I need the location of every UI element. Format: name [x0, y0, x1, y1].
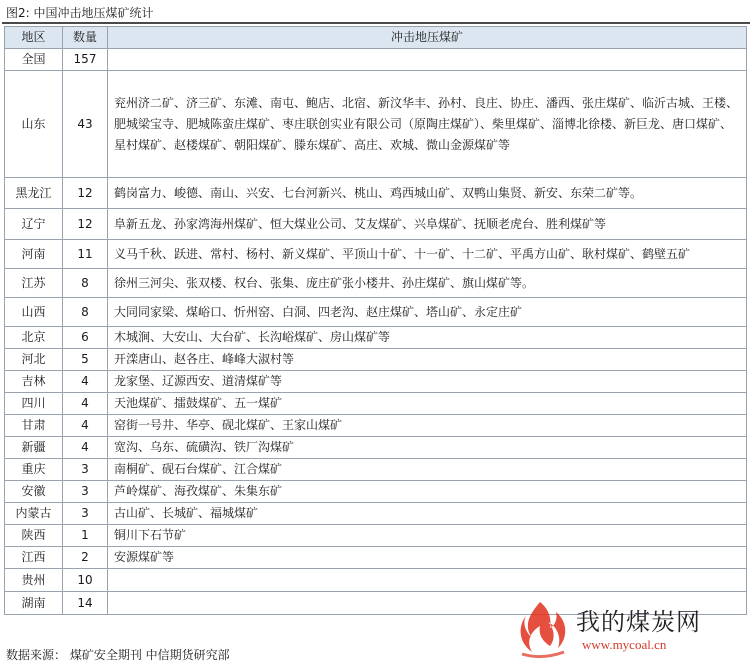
- count-cell: 12: [63, 178, 108, 209]
- mines-cell: 大同同家梁、煤峪口、忻州窑、白洞、四老沟、赵庄煤矿、塔山矿、永定庄矿: [108, 298, 747, 327]
- region-cell: 贵州: [5, 569, 63, 592]
- mines-cell: 窑街一号井、华亭、砚北煤矿、王家山煤矿: [108, 415, 747, 437]
- mines-cell: 天池煤矿、擂鼓煤矿、五一煤矿: [108, 393, 747, 415]
- table-row: [5, 240, 747, 269]
- table-row: [5, 327, 747, 349]
- mines-cell: [108, 569, 747, 592]
- region-cell: 甘肃: [5, 415, 63, 437]
- table-row: [5, 209, 747, 240]
- count-cell: 4: [63, 437, 108, 459]
- count-cell: 3: [63, 459, 108, 481]
- region-cell: 山东: [5, 71, 63, 178]
- region-cell: 陕西: [5, 525, 63, 547]
- count-cell: 3: [63, 503, 108, 525]
- header-region: 地区: [5, 27, 63, 49]
- header-count: 数量: [63, 27, 108, 49]
- flame-logo-icon: [510, 598, 574, 660]
- count-cell: 157: [63, 49, 108, 71]
- title-divider: [2, 22, 750, 24]
- mines-cell: 铜川下石节矿: [108, 525, 747, 547]
- region-cell: 河南: [5, 240, 63, 269]
- figure-title: 图2: 中国冲击地压煤矿统计: [6, 6, 154, 20]
- table-row: [5, 525, 747, 547]
- table-row: [5, 269, 747, 298]
- table-row: [5, 298, 747, 327]
- count-cell: 14: [63, 592, 108, 615]
- mines-cell: 芦岭煤矿、海孜煤矿、朱集东矿: [108, 481, 747, 503]
- region-cell: 江苏: [5, 269, 63, 298]
- region-cell: 江西: [5, 547, 63, 569]
- watermark: [510, 596, 750, 662]
- count-cell: 3: [63, 481, 108, 503]
- table-row: [5, 178, 747, 209]
- table-row: [5, 349, 747, 371]
- region-cell: 山西: [5, 298, 63, 327]
- region-cell: 重庆: [5, 459, 63, 481]
- table-row: [5, 71, 747, 178]
- mines-cell: 安源煤矿等: [108, 547, 747, 569]
- header-mines: 冲击地压煤矿: [108, 27, 747, 49]
- region-cell: 内蒙古: [5, 503, 63, 525]
- count-cell: 6: [63, 327, 108, 349]
- table-row: [5, 371, 747, 393]
- table-row: [5, 393, 747, 415]
- count-cell: 12: [63, 209, 108, 240]
- table-row: [5, 437, 747, 459]
- region-cell: 安徽: [5, 481, 63, 503]
- table-row: [5, 503, 747, 525]
- mines-cell: 宽沟、乌东、硫磺沟、铁厂沟煤矿: [108, 437, 747, 459]
- table-row: [5, 547, 747, 569]
- count-cell: 1: [63, 525, 108, 547]
- mines-cell: 南桐矿、砚石台煤矿、江合煤矿: [108, 459, 747, 481]
- table-row: [5, 415, 747, 437]
- count-cell: 2: [63, 547, 108, 569]
- count-cell: 8: [63, 269, 108, 298]
- region-cell: 吉林: [5, 371, 63, 393]
- count-cell: 10: [63, 569, 108, 592]
- count-cell: 43: [63, 71, 108, 178]
- source-note: 数据来源： 煤矿安全期刊 中信期货研究部: [6, 648, 230, 662]
- mines-cell: 龙家堡、辽源西安、道清煤矿等: [108, 371, 747, 393]
- count-cell: 4: [63, 371, 108, 393]
- table-row: [5, 569, 747, 592]
- region-cell: 黑龙江: [5, 178, 63, 209]
- region-cell: 四川: [5, 393, 63, 415]
- count-cell: 11: [63, 240, 108, 269]
- region-cell: 北京: [5, 327, 63, 349]
- region-cell: 河北: [5, 349, 63, 371]
- region-cell: 全国: [5, 49, 63, 71]
- mines-cell: 徐州三河尖、张双楼、权台、张集、庞庄矿张小楼井、孙庄煤矿、旗山煤矿等。: [108, 269, 747, 298]
- mines-cell: 鹤岗富力、峻德、南山、兴安、七台河新兴、桃山、鸡西城山矿、双鸭山集贤、新安、东荣二矿等。: [108, 178, 747, 209]
- mines-cell: 阜新五龙、孙家湾海州煤矿、恒大煤业公司、艾友煤矿、兴阜煤矿、抚顺老虎台、胜利煤矿等: [108, 209, 747, 240]
- mines-cell: [108, 49, 747, 71]
- table-row: [5, 49, 747, 71]
- mines-cell: 开滦唐山、赵各庄、峰峰大淑村等: [108, 349, 747, 371]
- mines-cell: 古山矿、长城矿、福城煤矿: [108, 503, 747, 525]
- region-cell: 新疆: [5, 437, 63, 459]
- table-row: [5, 459, 747, 481]
- mines-cell: 义马千秋、跃进、常村、杨村、新义煤矿、平顶山十矿、十一矿、十二矿、平禹方山矿、耿村煤矿、鹤壁五矿: [108, 240, 747, 269]
- table-row: [5, 481, 747, 503]
- watermark-url: www.mycoal.cn: [582, 637, 667, 652]
- mines-cell: 兖州济二矿、济三矿、东滩、南屯、鲍店、北宿、新汶华丰、孙村、良庄、协庄、潘西、张庄煤矿、临沂古城、王楼、肥城梁宝寺、肥城陈蛮庄煤矿、枣庄联创实业有限公司（原陶庄煤矿）、柴里煤矿、淄博北徐楼、新巨龙、唐口煤矿、星村煤矿、赵楼煤矿、朝阳煤矿、滕东煤矿、高庄、欢城、微山金源煤矿等: [108, 71, 747, 178]
- table-header-row: [5, 27, 747, 49]
- region-cell: 湖南: [5, 592, 63, 615]
- count-cell: 4: [63, 415, 108, 437]
- region-cell: 辽宁: [5, 209, 63, 240]
- mines-cell: 木城涧、大安山、大台矿、长沟峪煤矿、房山煤矿等: [108, 327, 747, 349]
- watermark-text: 我的煤炭网: [576, 608, 701, 636]
- impact-pressure-mines-table: [4, 26, 747, 615]
- count-cell: 8: [63, 298, 108, 327]
- count-cell: 5: [63, 349, 108, 371]
- count-cell: 4: [63, 393, 108, 415]
